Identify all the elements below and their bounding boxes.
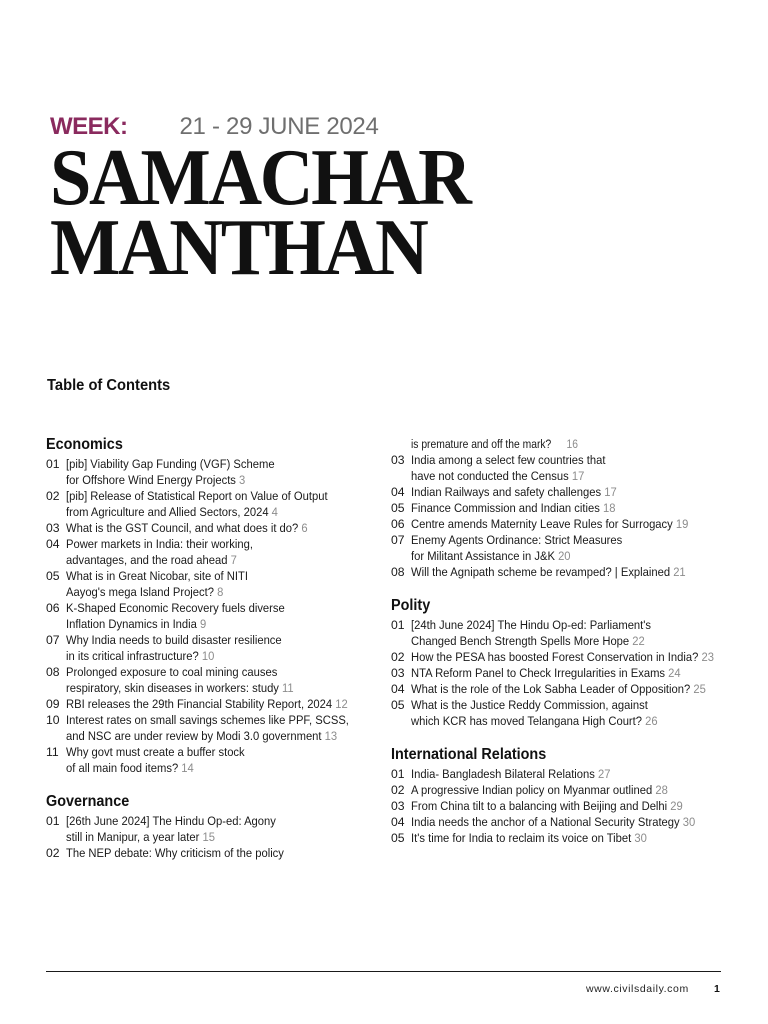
page-number: 30 bbox=[682, 815, 696, 829]
section-title-economics: Economics bbox=[46, 436, 123, 453]
entry-number: 02 bbox=[391, 650, 405, 664]
entry-title-line: advantages, and the road ahead bbox=[66, 553, 228, 567]
page-number: 28 bbox=[655, 783, 668, 797]
toc-entry[interactable] bbox=[46, 488, 376, 520]
page-number: 8 bbox=[217, 585, 224, 599]
entry-title-line: India needs the anchor of a National Security Strategy bbox=[411, 815, 680, 829]
entry-title-line: It's time for India to reclaim its voice on Tibet bbox=[411, 831, 632, 845]
page-number: 13 bbox=[324, 729, 338, 743]
entry-number: 09 bbox=[46, 697, 60, 711]
entry-title-line: still in Manipur, a year later bbox=[66, 830, 200, 844]
entry-number: 01 bbox=[391, 618, 405, 632]
page-number: 12 bbox=[335, 697, 348, 711]
entry-number: 05 bbox=[391, 698, 405, 712]
page-number: 25 bbox=[693, 682, 706, 696]
page-number: 17 bbox=[604, 485, 617, 499]
toc-entry[interactable] bbox=[46, 632, 376, 664]
page-number: 24 bbox=[668, 666, 681, 680]
entry-title-line: in its critical infrastructure? bbox=[66, 649, 199, 663]
entry-number: 07 bbox=[391, 533, 405, 547]
page-number: 20 bbox=[558, 549, 571, 563]
entry-title-line: Enemy Agents Ordinance: Strict Measures bbox=[411, 533, 623, 547]
page-number: 4 bbox=[271, 505, 278, 519]
entry-title-line: [pib] Release of Statistical Report on Value of Output bbox=[66, 489, 328, 503]
entry-title-line: Changed Bench Strength Spells More Hope bbox=[411, 634, 630, 648]
entry-number: 05 bbox=[46, 569, 60, 583]
page-number: 18 bbox=[602, 501, 616, 515]
entry-title-line: India- Bangladesh Bilateral Relations bbox=[411, 767, 595, 781]
entry-number: 04 bbox=[391, 815, 405, 829]
toc-entry[interactable] bbox=[46, 664, 376, 696]
week-dates: 21 - 29 JUNE 2024 bbox=[179, 113, 379, 140]
toc-entry[interactable] bbox=[391, 665, 731, 681]
title-line-2: MANTHAN bbox=[50, 204, 427, 292]
governance-continuation[interactable]: is premature and off the mark? 16 bbox=[411, 437, 579, 451]
entry-title-line: The NEP debate: Why criticism of the policy bbox=[66, 846, 284, 860]
toc-column-left bbox=[46, 436, 376, 861]
toc-entry[interactable] bbox=[391, 766, 731, 782]
toc-entry[interactable] bbox=[391, 516, 731, 532]
entry-title-line: Power markets in India: their working, bbox=[66, 537, 253, 551]
entry-title-line: and NSC are under review by Modi 3.0 government bbox=[66, 729, 322, 743]
entry-number: 04 bbox=[391, 682, 405, 696]
page-number: 29 bbox=[670, 799, 683, 813]
entry-number: 02 bbox=[391, 783, 405, 797]
section-title-polity: Polity bbox=[391, 597, 431, 614]
entry-title-line: Prolonged exposure to coal mining causes bbox=[66, 665, 278, 679]
footer-divider bbox=[46, 971, 721, 972]
toc-entry[interactable] bbox=[391, 697, 731, 729]
page-number: 7 bbox=[230, 553, 237, 567]
page-number: 19 bbox=[675, 517, 689, 531]
entry-title-line: What is the Justice Reddy Commission, against bbox=[411, 698, 648, 712]
entry-number: 05 bbox=[391, 831, 405, 845]
toc-entry[interactable] bbox=[46, 845, 376, 861]
entry-title-line: How the PESA has boosted Forest Conservation in India? bbox=[411, 650, 699, 664]
entry-number: 10 bbox=[46, 713, 60, 727]
page-number: 23 bbox=[701, 650, 714, 664]
entry-title-line: Why India needs to build disaster resilience bbox=[66, 633, 282, 647]
page-number: 3 bbox=[239, 473, 246, 487]
page-number: 26 bbox=[645, 714, 658, 728]
entry-number: 05 bbox=[391, 501, 405, 515]
toc-entry[interactable] bbox=[46, 712, 376, 744]
toc-entry[interactable] bbox=[46, 536, 376, 568]
entry-number: 01 bbox=[46, 457, 60, 471]
toc-entry[interactable] bbox=[46, 456, 376, 488]
entry-title-line: which KCR has moved Telangana High Court? bbox=[411, 714, 643, 728]
entry-number: 01 bbox=[391, 767, 405, 781]
entry-title-line: What is the GST Council, and what does it do? bbox=[66, 521, 299, 535]
toc-entry[interactable] bbox=[391, 484, 731, 500]
toc-entry[interactable] bbox=[391, 564, 731, 580]
entry-number: 02 bbox=[46, 489, 60, 503]
page-number: 21 bbox=[673, 565, 686, 579]
entry-title-line: [26th June 2024] The Hindu Op-ed: Agony bbox=[66, 814, 276, 828]
toc-entry[interactable] bbox=[391, 814, 731, 830]
page-number: 10 bbox=[201, 649, 215, 663]
governance-list-continued bbox=[391, 452, 731, 580]
entry-number: 03 bbox=[46, 521, 60, 535]
toc-entry[interactable] bbox=[391, 532, 731, 564]
entry-title-line: What is the role of the Lok Sabha Leader of Opposition? bbox=[411, 682, 691, 696]
page-number: 30 bbox=[634, 831, 647, 845]
economics-list bbox=[46, 456, 376, 776]
entry-number: 04 bbox=[391, 485, 405, 499]
toc-entry[interactable] bbox=[391, 798, 731, 814]
entry-title-line: Inflation Dynamics in India bbox=[66, 617, 197, 631]
entry-number: 03 bbox=[391, 453, 405, 467]
entry-title-line: Indian Railways and safety challenges bbox=[411, 485, 602, 499]
toc-entry[interactable] bbox=[391, 782, 731, 798]
entry-title-line: Why govt must create a buffer stock bbox=[66, 745, 245, 759]
toc-entry[interactable] bbox=[46, 696, 376, 712]
polity-list bbox=[391, 617, 731, 729]
entry-title-line: Centre amends Maternity Leave Rules for Surrogacy bbox=[411, 517, 673, 531]
toc-entry[interactable] bbox=[391, 830, 731, 846]
entry-number: 06 bbox=[46, 601, 60, 615]
entry-title-line: K-Shaped Economic Recovery fuels diverse bbox=[66, 601, 285, 615]
entry-title-line: for Militant Assistance in J&K bbox=[411, 549, 555, 563]
page-number: 11 bbox=[282, 681, 294, 695]
entry-title-line: for Offshore Wind Energy Projects bbox=[66, 473, 236, 487]
entry-number: 06 bbox=[391, 517, 405, 531]
section-title-governance: Governance bbox=[46, 793, 130, 810]
entry-title-line: have not conducted the Census bbox=[411, 469, 569, 483]
international-list bbox=[391, 766, 731, 846]
entry-number: 04 bbox=[46, 537, 60, 551]
entry-title-line: from Agriculture and Allied Sectors, 2024 bbox=[66, 505, 269, 519]
entry-number: 08 bbox=[46, 665, 60, 679]
entry-number: 07 bbox=[46, 633, 60, 647]
entry-title-line: Will the Agnipath scheme be revamped? | Explained bbox=[411, 565, 671, 579]
entry-title-line: Interest rates on small savings schemes like PPF, SCSS, bbox=[66, 713, 349, 727]
toc-entry[interactable] bbox=[46, 568, 376, 600]
entry-number: 03 bbox=[391, 799, 405, 813]
toc-entry[interactable] bbox=[391, 452, 731, 484]
toc-heading: Table of Contents bbox=[47, 377, 171, 394]
title-line-1: SAMACHAR bbox=[50, 134, 470, 222]
entry-title-line: From China tilt to a balancing with Beijing and Delhi bbox=[411, 799, 668, 813]
toc-entry[interactable] bbox=[391, 617, 731, 649]
entry-number: 08 bbox=[391, 565, 405, 579]
week-label: WEEK: bbox=[50, 113, 128, 140]
entry-title-line: Finance Commission and Indian cities bbox=[411, 501, 600, 515]
entry-number: 02 bbox=[46, 846, 60, 860]
section-title-international-relations: International Relations bbox=[391, 746, 547, 763]
toc-entry[interactable] bbox=[46, 600, 376, 632]
governance-list bbox=[46, 813, 376, 861]
page-number: 6 bbox=[301, 521, 308, 535]
toc-entry[interactable] bbox=[391, 500, 731, 516]
entry-title-line: What is in Great Nicobar, site of NITI bbox=[66, 569, 248, 583]
page-number: 17 bbox=[571, 469, 585, 483]
footer-page-number: 1 bbox=[714, 983, 720, 995]
entry-title-line: India among a select few countries that bbox=[411, 453, 606, 467]
entry-title-line: respiratory, skin diseases in workers: study bbox=[66, 681, 279, 695]
page-number: 14 bbox=[181, 761, 194, 775]
entry-title-line: NTA Reform Panel to Check Irregularities in Exams bbox=[411, 666, 666, 680]
toc-entry[interactable] bbox=[46, 520, 376, 536]
entry-number: 01 bbox=[46, 814, 60, 828]
page-number: 22 bbox=[632, 634, 645, 648]
entry-title-line: [24th June 2024] The Hindu Op-ed: Parliament's bbox=[411, 618, 652, 632]
page-number: 15 bbox=[202, 830, 215, 844]
page-number: 27 bbox=[598, 767, 611, 781]
entry-title-line: A progressive Indian policy on Myanmar outlined bbox=[411, 783, 653, 797]
entry-title-line: [pib] Viability Gap Funding (VGF) Scheme bbox=[66, 457, 275, 471]
entry-number: 03 bbox=[391, 666, 405, 680]
footer-url[interactable]: www.civilsdaily.com bbox=[586, 983, 689, 995]
entry-number: 11 bbox=[46, 745, 59, 759]
entry-title-line: Aayog's mega Island Project? bbox=[66, 585, 214, 599]
toc-entry[interactable] bbox=[46, 813, 376, 845]
page-number: 16 bbox=[566, 437, 579, 451]
toc-entry[interactable] bbox=[391, 681, 731, 697]
entry-title-line: of all main food items? bbox=[66, 761, 179, 775]
entry-title-line: RBI releases the 29th Financial Stability Report, 2024 bbox=[66, 697, 333, 711]
toc-column-right bbox=[391, 436, 731, 846]
toc-entry[interactable] bbox=[391, 649, 731, 665]
toc-entry[interactable] bbox=[46, 744, 376, 776]
page-number: 9 bbox=[200, 617, 207, 631]
